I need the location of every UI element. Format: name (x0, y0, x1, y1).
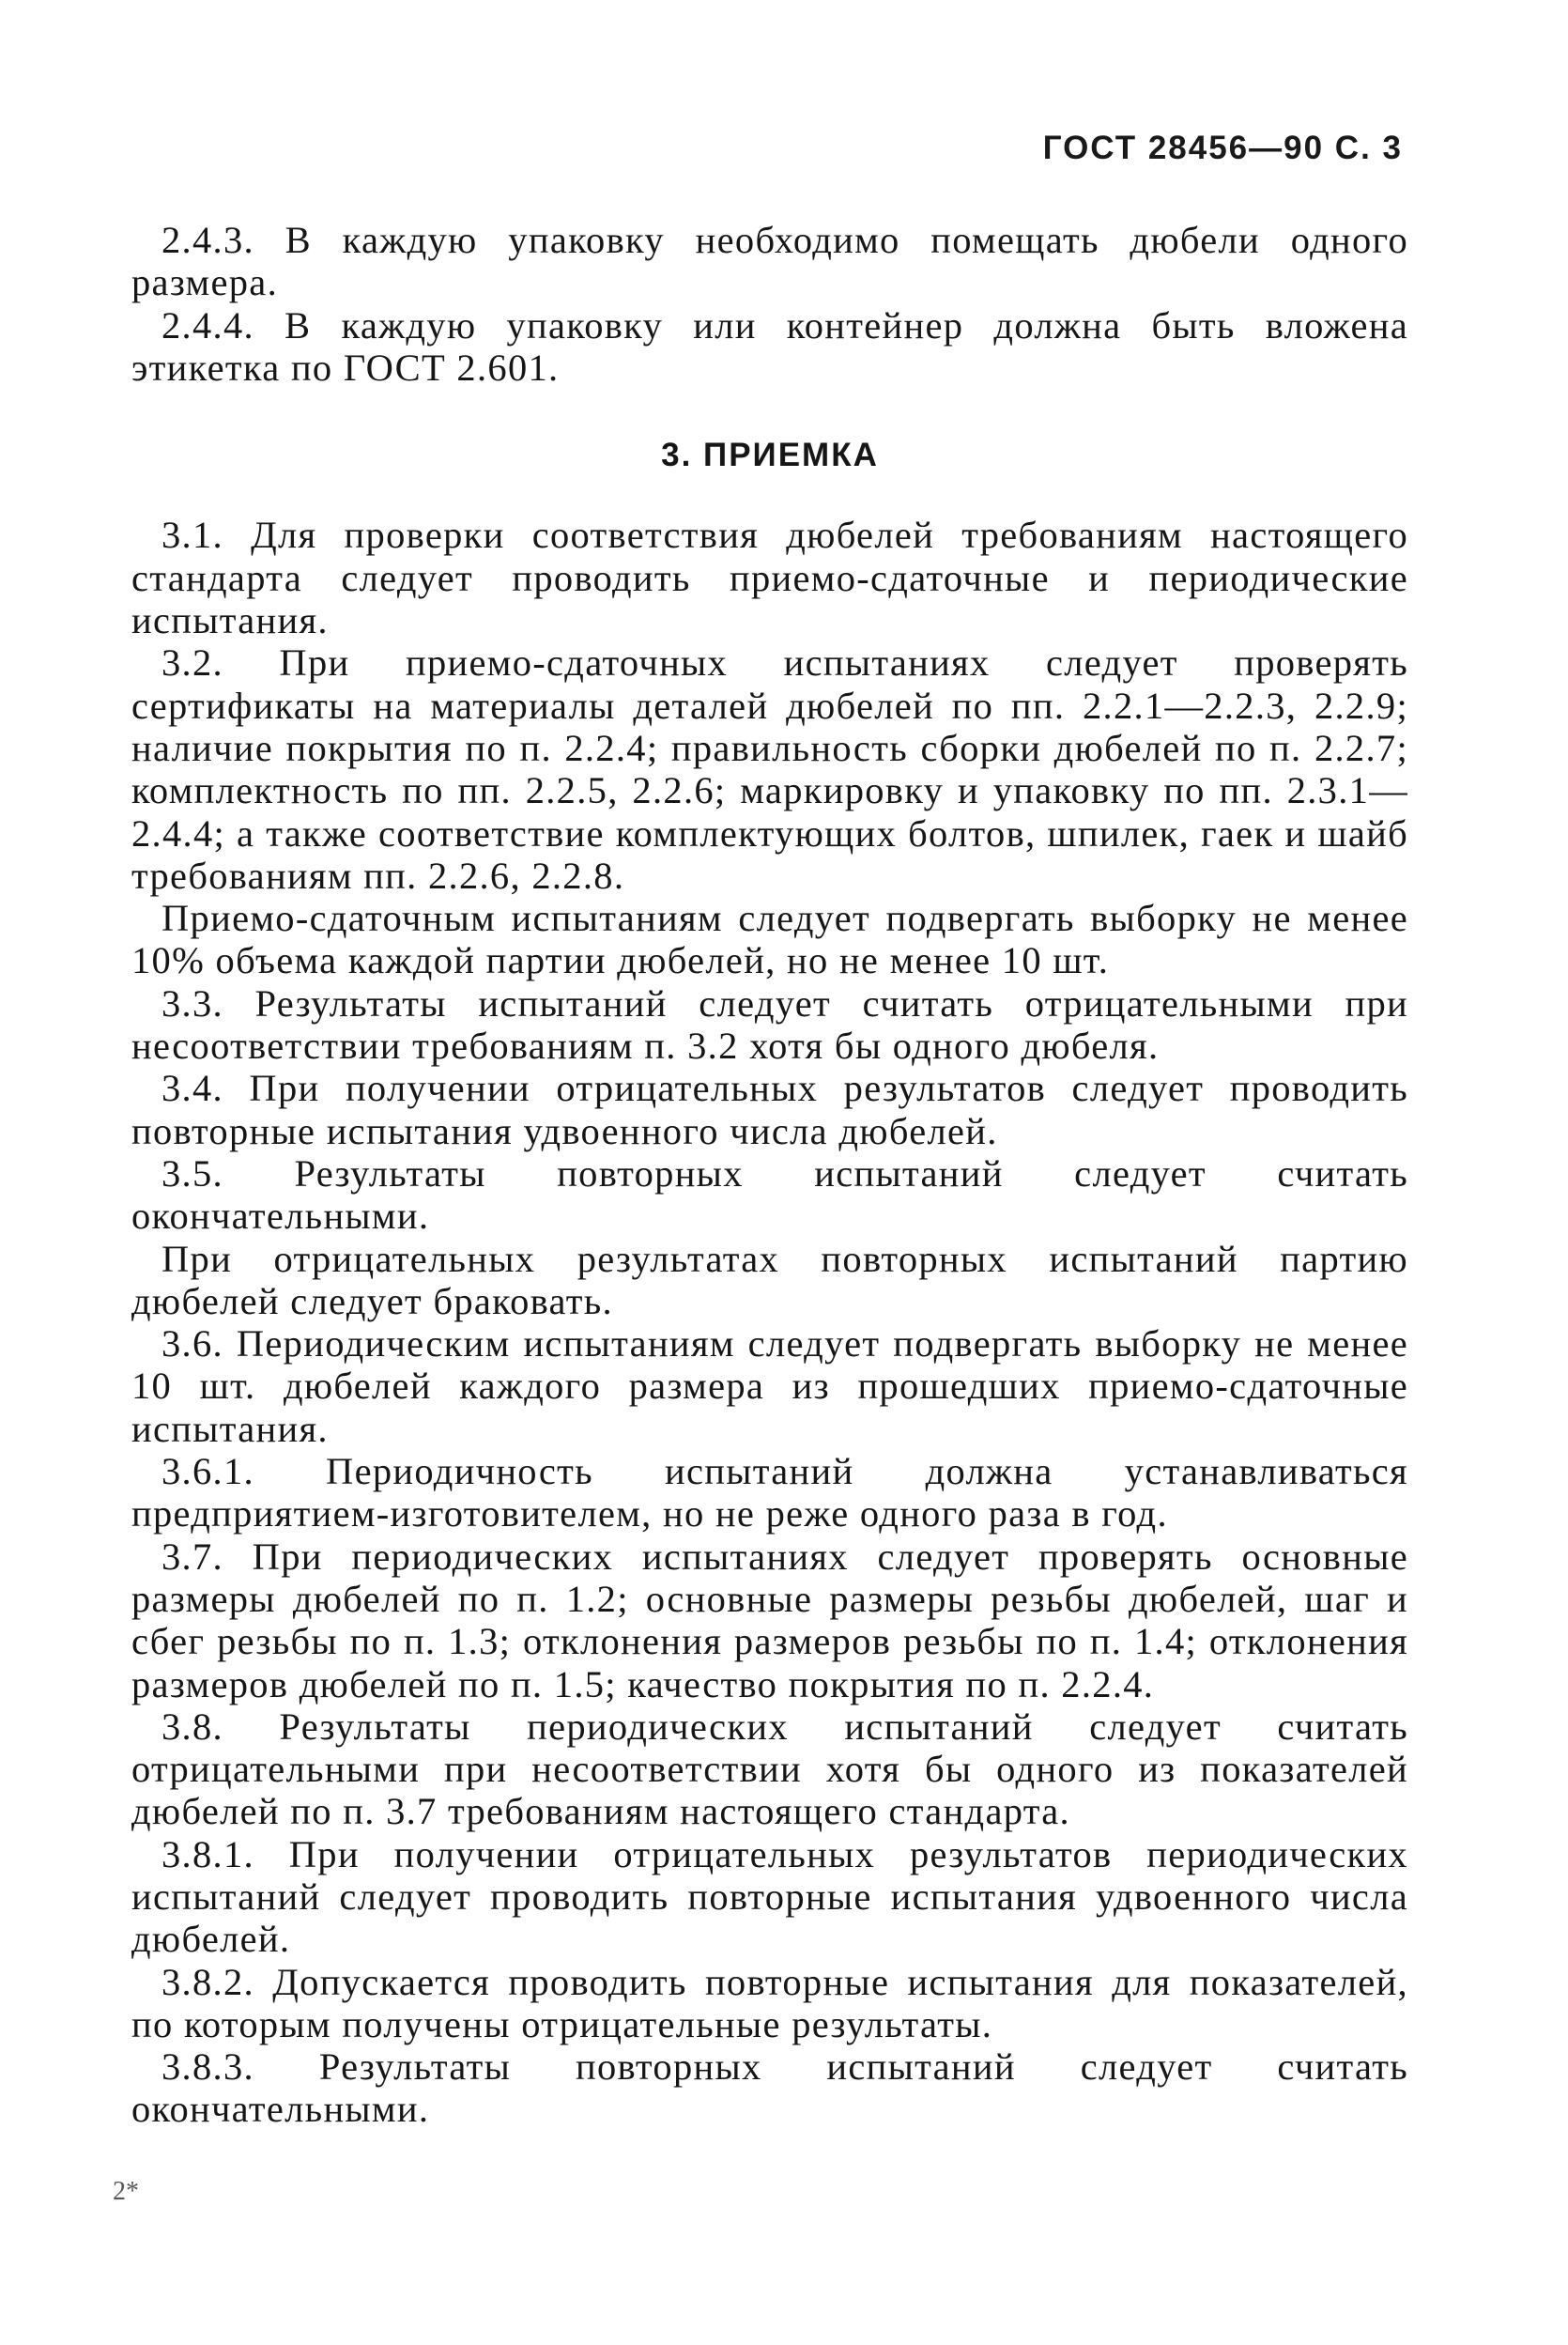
paragraph-3-8: 3.8. Результаты периодических испытаний следует считать отрицательными при несоответствии хотя бы одного из показателей дюбелей по п. 3.7 требованиям настоящего стандарта. (131, 1705, 1408, 1833)
paragraph-3-8-3: 3.8.3. Результаты повторных испытаний следует считать окончательными. (131, 2045, 1408, 2131)
page-header: ГОСТ 28456—90 С. 3 (1042, 130, 1403, 166)
paragraph-3-7: 3.7. При периодических испытаниях следует проверять основные размеры дюбелей по п. 1.2; основные размеры резьбы дюбелей, шаг и сбег резьбы по п. 1.3; отклонения размеров резьбы по п. 1.4; отклонения размеров дюбелей по п. 1.5; качество покрытия по п. 2.2.4. (131, 1535, 1408, 1705)
paragraph-3-8-1: 3.8.1. При получении отрицательных результатов периодических испытаний следует проводить повторные испытания удвоенного числа дюбелей. (131, 1832, 1408, 1961)
paragraph-3-6-1: 3.6.1. Периодичность испытаний должна устанавливаться предприятием-изготовителем, но не реже одного раза в год. (131, 1450, 1408, 1535)
paragraph-2-4-3: 2.4.3. В каждую упаковку необходимо помещать дюбели одного размера. (131, 219, 1408, 304)
paragraph-3-3: 3.3. Результаты испытаний следует считать отрицательными при несоответствии требованиям п. 3.2 хотя бы одного дюбеля. (131, 981, 1408, 1068)
paragraph-3-5: 3.5. Результаты повторных испытаний следует считать окончательными. (131, 1151, 1408, 1238)
section-title: 3. ПРИЕМКА (661, 437, 879, 474)
signature-mark: 2* (113, 2177, 139, 2206)
paragraph-3-1: 3.1. Для проверки соответствия дюбелей требованиям настоящего стандарта следует проводить приемо-сдаточные и периодические испытания. (131, 514, 1408, 642)
paragraph-3-4: 3.4. При получении отрицательных результатов следует проводить повторные испытания удвоенного числа дюбелей. (131, 1067, 1408, 1152)
paragraph-3-6: 3.6. Периодическим испытаниям следует подвергать выборку не менее 10 шт. дюбелей каждого размера из прошедших приемо-сдаточные испытания. (131, 1322, 1408, 1450)
paragraph-3-8-2: 3.8.2. Допускается проводить повторные испытания для показателей, по которым получены отрицательные результаты. (131, 1960, 1408, 2045)
paragraph-3-5-reject: При отрицательных результатах повторных испытаний партию дюбелей следует браковать. (131, 1237, 1408, 1322)
paragraph-3-2: 3.2. При приемо-сдаточных испытаниях следует проверять сертификаты на материалы деталей дюбелей по пп. 2.2.1—2.2.3, 2.2.9; наличие покрытия по п. 2.2.4; правильность сборки дюбелей по п. 2.2.7; комплектность по пп. 2.2.5, 2.2.6; маркировку и упаковку по пп. 2.3.1—2.4.4; а также соответствие комплектующих болтов, шпилек, гаек и шайб требованиям пп. 2.2.6, 2.2.8. (131, 641, 1408, 897)
paragraph-3-2-sampling: Приемо-сдаточным испытаниям следует подвергать выборку не менее 10% объема каждой партии дюбелей, но не менее 10 шт. (131, 897, 1408, 982)
paragraph-2-4-4: 2.4.4. В каждую упаковку или контейнер должна быть вложена этикетка по ГОСТ 2.601. (131, 303, 1408, 389)
document-body (131, 219, 1408, 2131)
